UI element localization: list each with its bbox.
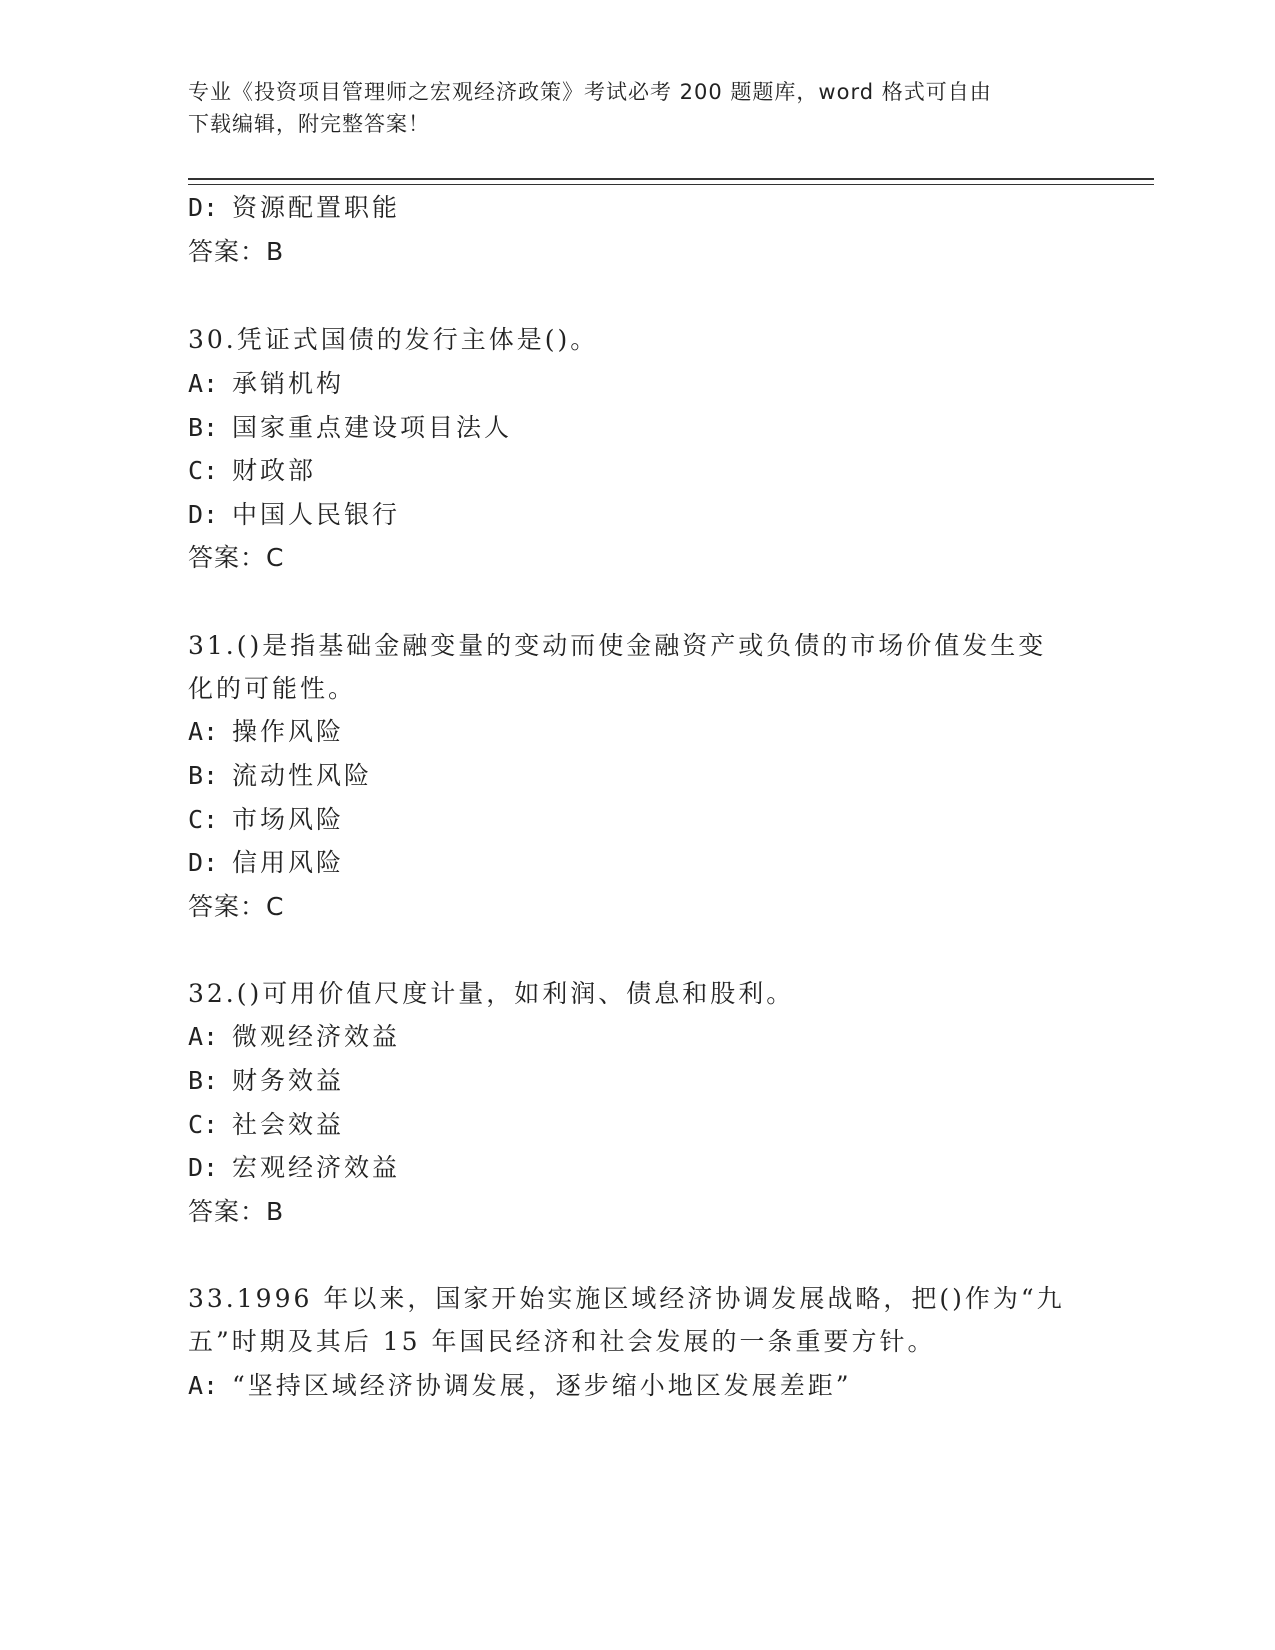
option-text: 宏观经济效益 bbox=[232, 1153, 401, 1182]
q32-option-d bbox=[188, 1150, 400, 1186]
q30-option-a bbox=[188, 366, 344, 402]
option-label: B: bbox=[188, 413, 219, 442]
option-label: C: bbox=[188, 1110, 219, 1139]
q30-option-c bbox=[188, 453, 316, 489]
option-text: 中国人民银行 bbox=[232, 500, 401, 529]
option-text: 财务效益 bbox=[232, 1066, 345, 1095]
q32-option-c bbox=[188, 1107, 344, 1143]
option-label: B: bbox=[188, 761, 219, 790]
q32-option-a bbox=[188, 1019, 400, 1055]
option-label: A: bbox=[188, 1371, 219, 1400]
prev-option-d bbox=[188, 190, 400, 226]
q32-stem: 32.()可用价值尺度计量，如利润、债息和股利。 bbox=[188, 979, 795, 1008]
q31-stem-line-1: 31.()是指基础金融变量的变动而使金融资产或负债的市场价值发生变 bbox=[188, 631, 1047, 660]
q32-answer: 答案：B bbox=[188, 1197, 285, 1226]
option-label: A: bbox=[188, 1022, 219, 1051]
option-text: 承销机构 bbox=[232, 369, 345, 398]
header-divider-thick bbox=[188, 178, 1154, 180]
q30-option-b bbox=[188, 410, 512, 446]
q30-option-d bbox=[188, 497, 400, 533]
option-label: D: bbox=[188, 193, 219, 222]
q31-option-d bbox=[188, 845, 344, 881]
q32-option-b bbox=[188, 1063, 344, 1099]
q33-stem-line-1: 33.1996 年以来，国家开始实施区域经济协调发展战略，把()作为“九 bbox=[188, 1284, 1065, 1313]
option-label: D: bbox=[188, 500, 219, 529]
option-text: 流动性风险 bbox=[232, 761, 373, 790]
option-text: 资源配置职能 bbox=[232, 193, 401, 222]
option-label: A: bbox=[188, 717, 219, 746]
q31-answer: 答案：C bbox=[188, 892, 285, 921]
document-header bbox=[188, 76, 1068, 140]
option-text: “坚持区域经济协调发展，逐步缩小地区发展差距” bbox=[232, 1371, 852, 1400]
option-text: 社会效益 bbox=[232, 1110, 345, 1139]
option-text: 市场风险 bbox=[232, 805, 345, 834]
header-divider-thin bbox=[188, 184, 1154, 185]
q33-stem-line-2: 五”时期及其后 15 年国民经济和社会发展的一条重要方针。 bbox=[188, 1327, 936, 1356]
option-text: 操作风险 bbox=[232, 717, 345, 746]
q31-option-c bbox=[188, 802, 344, 838]
option-label: A: bbox=[188, 369, 219, 398]
option-text: 国家重点建设项目法人 bbox=[232, 413, 513, 442]
option-label: B: bbox=[188, 1066, 219, 1095]
option-text: 信用风险 bbox=[232, 848, 345, 877]
q31-stem-line-2: 化的可能性。 bbox=[188, 674, 357, 703]
q30-answer: 答案：C bbox=[188, 543, 285, 572]
header-line-2: 下载编辑，附完整答案！ bbox=[188, 112, 430, 136]
option-text: 微观经济效益 bbox=[232, 1022, 401, 1051]
option-label: D: bbox=[188, 1153, 219, 1182]
q31-option-a bbox=[188, 714, 344, 750]
q33-option-a bbox=[188, 1368, 852, 1404]
prev-answer: 答案：B bbox=[188, 237, 285, 266]
option-label: D: bbox=[188, 848, 219, 877]
header-line-1: 专业《投资项目管理师之宏观经济政策》考试必考 200 题题库，word 格式可自由 bbox=[188, 80, 992, 104]
q30-stem: 30.凭证式国债的发行主体是()。 bbox=[188, 325, 599, 354]
option-text: 财政部 bbox=[232, 456, 317, 485]
option-label: C: bbox=[188, 456, 219, 485]
option-label: C: bbox=[188, 805, 219, 834]
q31-option-b bbox=[188, 758, 372, 794]
